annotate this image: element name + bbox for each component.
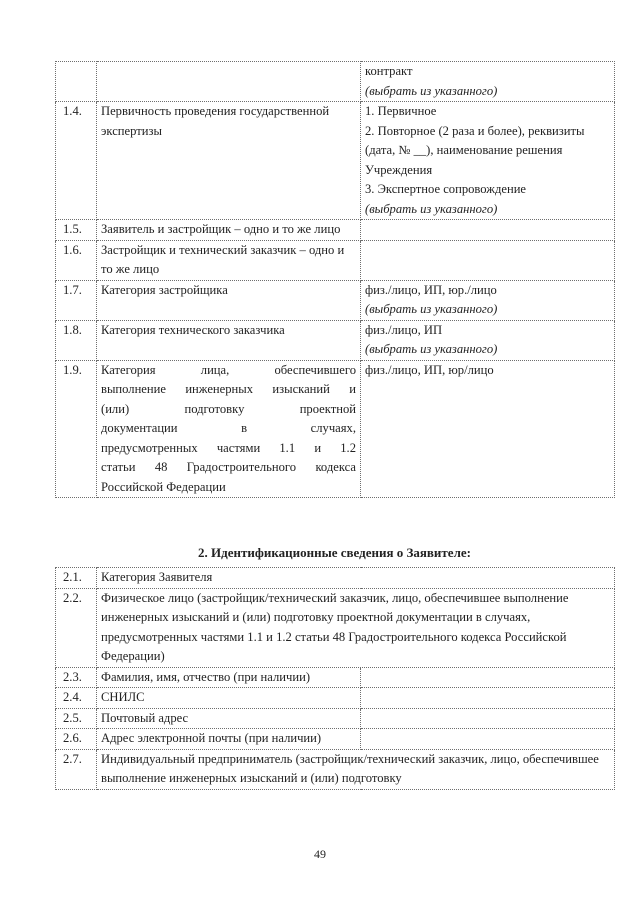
table-row [56, 240, 615, 280]
row-value[interactable] [361, 729, 615, 750]
row-value [361, 62, 615, 102]
row-number: 2.6. [56, 729, 97, 750]
row-number: 1.5. [56, 220, 97, 241]
row-label: Индивидуальный предприниматель (застройщик/технический заказчик, лицо, обеспечившее выполнение инженерных изысканий и (или) подготовку [97, 749, 615, 789]
row-value[interactable] [361, 688, 615, 709]
row-number: 2.4. [56, 688, 97, 709]
table-row [56, 688, 615, 709]
label-line: выполнение инженерных изысканий и [101, 382, 356, 396]
row-label: Первичность проведения государственной экспертизы [97, 102, 361, 220]
value-note: (выбрать из указанного) [365, 342, 498, 356]
row-value [361, 102, 615, 220]
row-label: Физическое лицо (застройщик/технический заказчик, лицо, обеспечившее выполнение инженерных изысканий и (или) подготовку проектной документации в случаях, предусмотренных частями 1.1 и 1.2 статьи 48 Градостроительного кодекса Российской Федерации) [97, 588, 615, 667]
table-row [56, 62, 615, 102]
page-number: 49 [314, 847, 326, 861]
row-number: 1.4. [56, 102, 97, 220]
row-label: Адрес электронной почты (при наличии) [97, 729, 361, 750]
row-label: СНИЛС [97, 688, 361, 709]
row-value[interactable] [361, 220, 615, 241]
table-row [56, 667, 615, 688]
option-item: 2. Повторное (2 раза и более), реквизиты (дата, № __), наименование решения Учреждения [365, 123, 585, 177]
option-item: 3. Экспертное сопровождение [365, 182, 527, 196]
label-line: документации в случаях, [101, 421, 356, 435]
row-number: 2.3. [56, 667, 97, 688]
row-value[interactable] [361, 240, 615, 280]
section-title: 2. Идентификационные сведения о Заявителе: [198, 545, 471, 560]
row-number: 2.7. [56, 749, 97, 789]
table-applicant-info [55, 567, 615, 790]
row-label [97, 360, 361, 498]
row-number: 1.7. [56, 280, 97, 320]
row-value[interactable] [361, 708, 615, 729]
value-text: контракт [365, 64, 413, 78]
table-row [56, 102, 615, 220]
row-value: физ./лицо, ИП, юр/лицо [361, 360, 615, 498]
label-line: (или) подготовку проектной [101, 401, 356, 416]
row-label: Фамилия, имя, отчество (при наличии) [97, 667, 361, 688]
table-row [56, 280, 615, 320]
row-label: Застройщик и технический заказчик – одно и то же лицо [97, 240, 361, 280]
row-number: 1.8. [56, 320, 97, 360]
row-label: Категория застройщика [97, 280, 361, 320]
row-number: 1.9. [56, 360, 97, 498]
label-line: предусмотренных частями 1.1 и 1.2 [101, 440, 356, 455]
value-text: физ./лицо, ИП [365, 322, 443, 337]
table-general-info [55, 61, 615, 498]
table-row [56, 588, 615, 667]
row-label: Заявитель и застройщик – одно и то же лицо [97, 220, 361, 241]
table-row [56, 749, 615, 789]
row-number: 2.2. [56, 588, 97, 667]
label-line: Категория лица, обеспечившего [101, 362, 356, 377]
row-number: 1.6. [56, 240, 97, 280]
label-line: Российской Федерации [101, 479, 226, 494]
table-row [56, 320, 615, 360]
table-row [56, 568, 615, 589]
row-value[interactable] [361, 667, 615, 688]
table-row [56, 360, 615, 498]
row-value [361, 320, 615, 360]
row-label: Категория Заявителя [97, 568, 615, 589]
row-value [361, 280, 615, 320]
value-note: (выбрать из указанного) [365, 302, 498, 316]
row-label [97, 62, 361, 102]
table-row [56, 708, 615, 729]
row-label: Почтовый адрес [97, 708, 361, 729]
row-number: 2.1. [56, 568, 97, 589]
row-number: 2.5. [56, 708, 97, 729]
value-note: (выбрать из указанного) [365, 201, 498, 216]
row-label: Категория технического заказчика [97, 320, 361, 360]
value-text: физ./лицо, ИП, юр./лицо [365, 282, 497, 297]
table-row [56, 729, 615, 750]
table-row [56, 220, 615, 241]
value-note: (выбрать из указанного) [365, 83, 498, 98]
option-item: 1. Первичное [365, 104, 437, 118]
label-line: статьи 48 Градостроительного кодекса [101, 460, 356, 474]
row-number [56, 62, 97, 102]
